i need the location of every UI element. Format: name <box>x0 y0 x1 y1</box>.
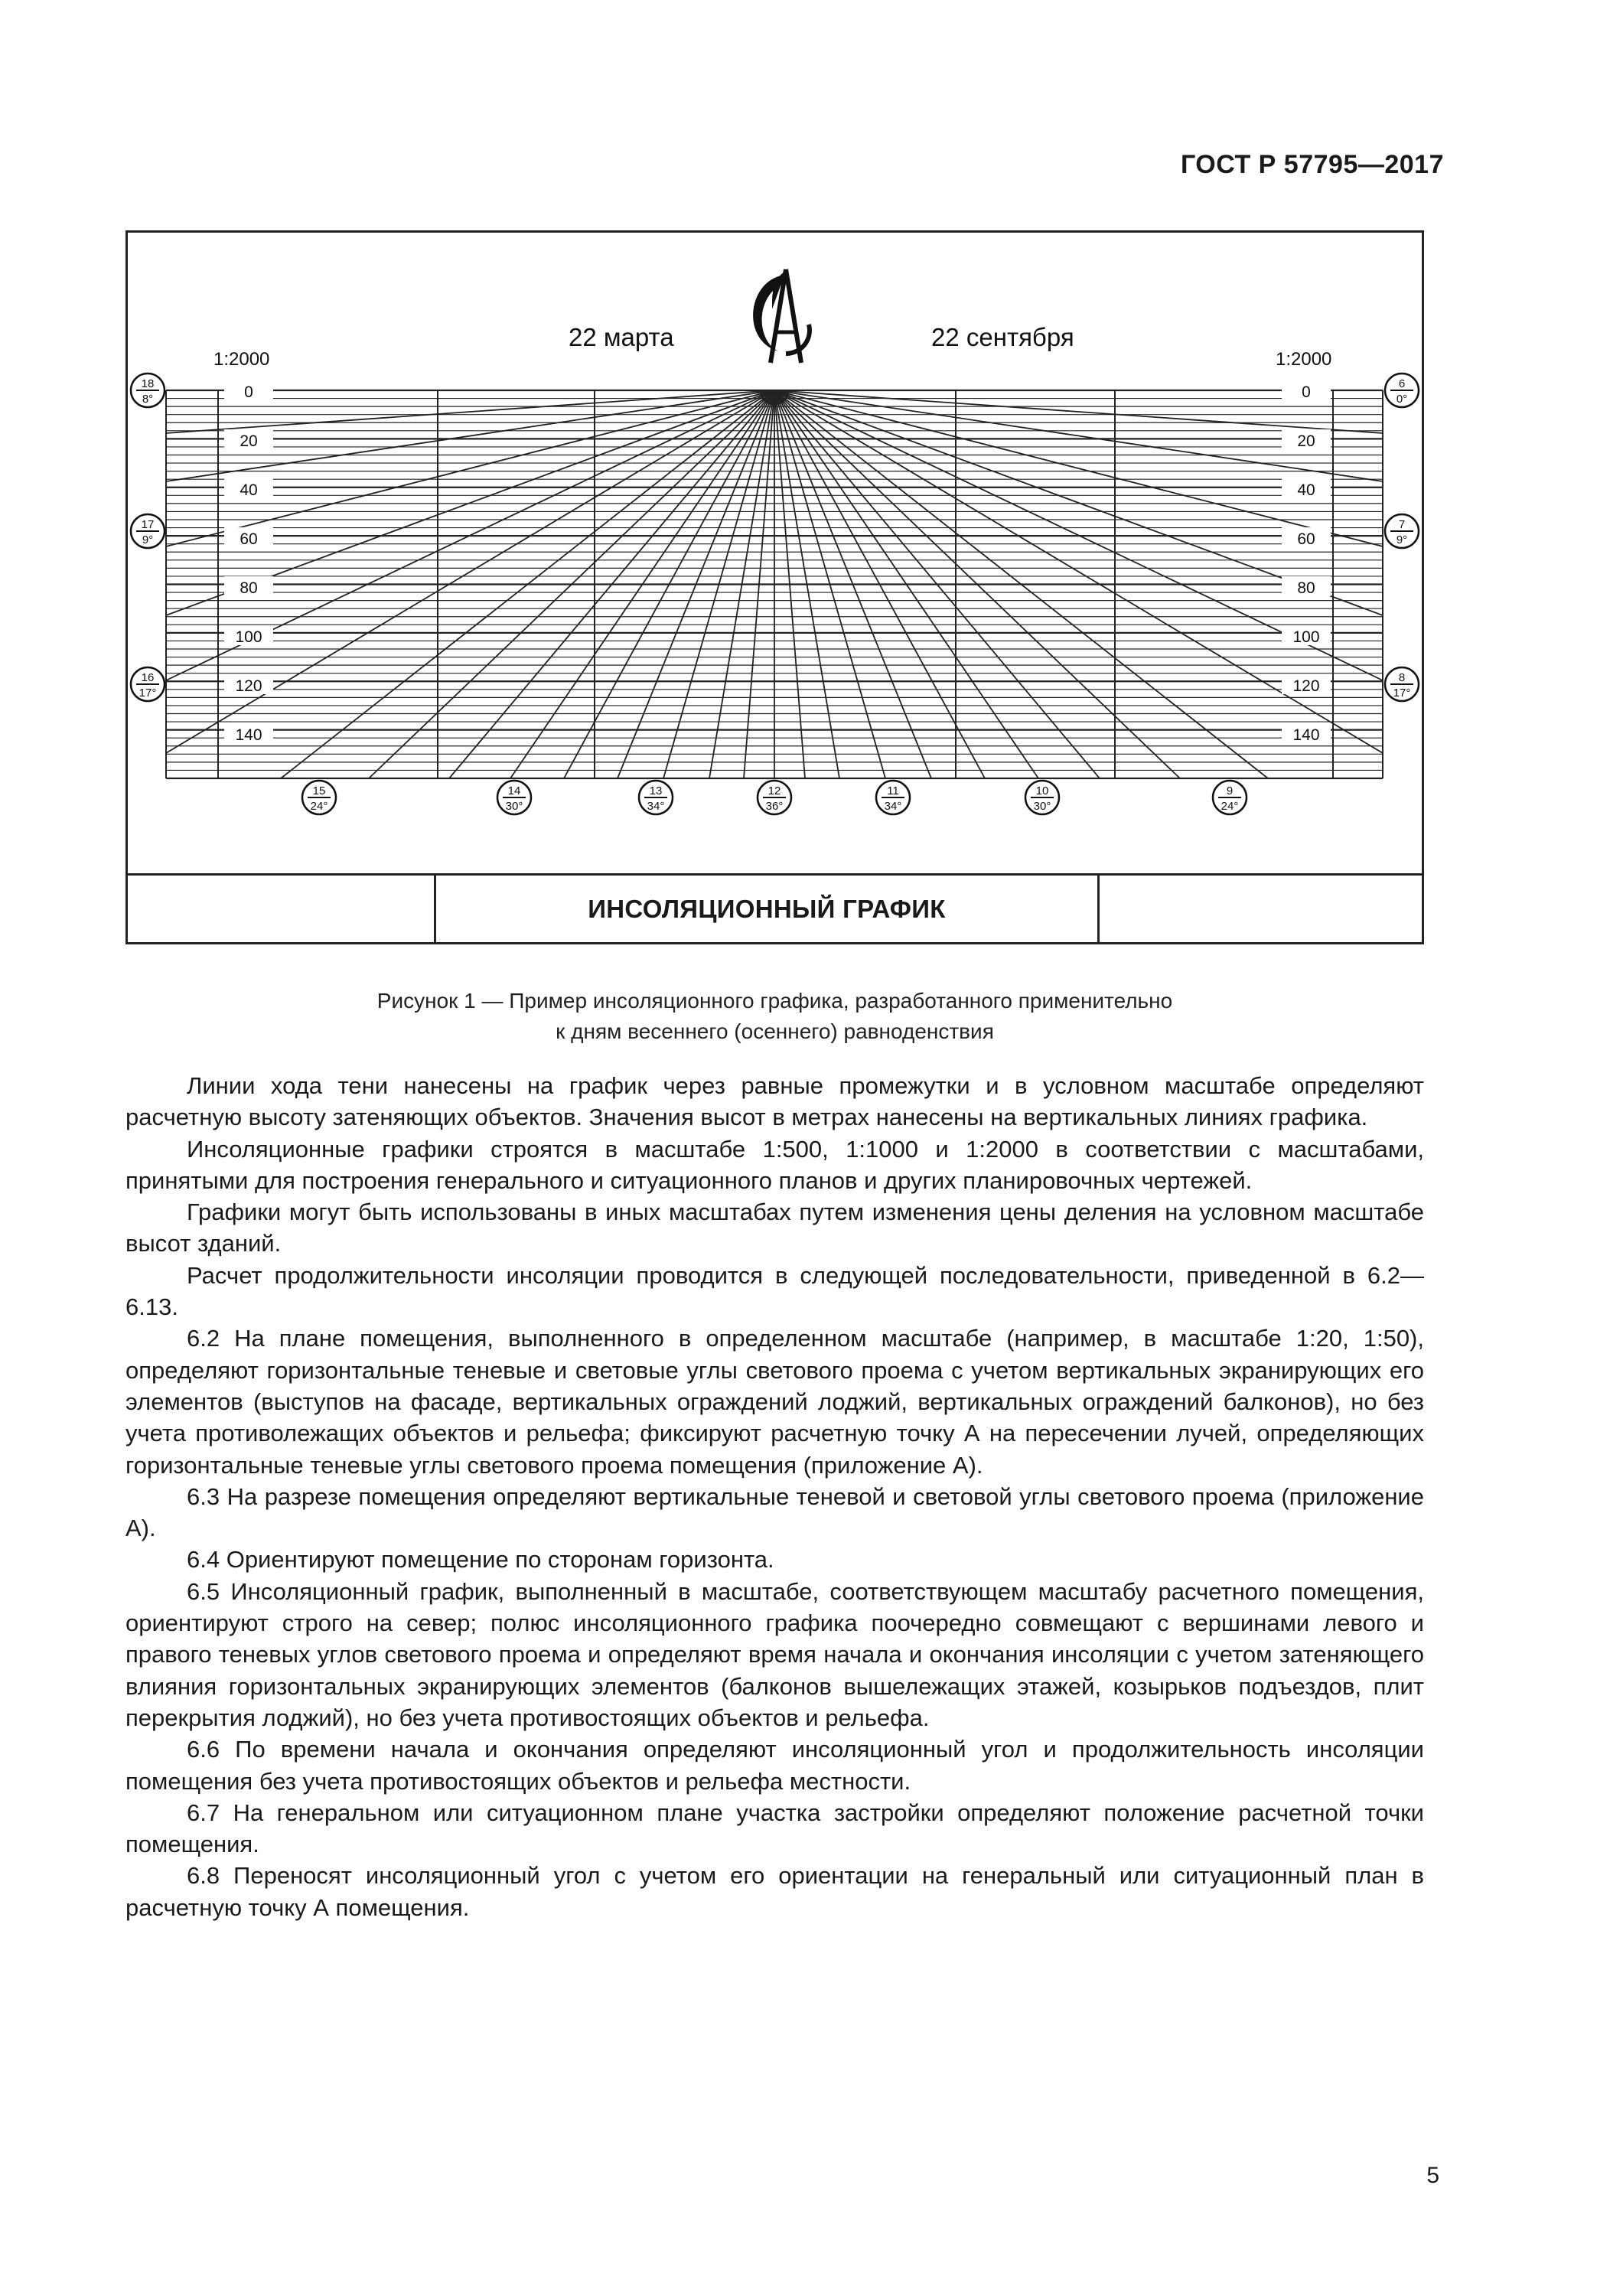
marker-angle: 9° <box>142 533 154 546</box>
height-tick-left: 140 <box>235 726 262 744</box>
height-tick-right: 80 <box>1297 579 1315 597</box>
body-text <box>125 1070 1424 1923</box>
date-label-september: 22 сентября <box>931 323 1074 351</box>
hour-marker-right <box>1385 373 1419 407</box>
marker-angle: 24° <box>310 800 328 813</box>
marker-angle: 8° <box>142 393 154 406</box>
chart-title: ИНСОЛЯЦИОННЫЙ ГРАФИК <box>436 876 1100 942</box>
height-tick-left: 0 <box>244 383 253 401</box>
marker-hour: 6 <box>1398 377 1406 390</box>
figure-caption <box>125 986 1424 1047</box>
paragraph: 6.6 По времени начала и окончания определяют инсоляционный угол и продолжительность инсоляции помещения без учета противостоящих объектов и рельефа местности. <box>125 1736 1424 1795</box>
marker-angle: 34° <box>647 800 665 813</box>
paragraph: 6.2 На плане помещения, выполненного в определенном масштабе (например, в масштабе 1:20, 1:50), определяют горизонтальные теневые и световые углы светового проема с учетом вертикальных экранирующих его элементов (выступов на фасаде, вертикальных ограждений лоджий, вертикальных ограждений балконов), но без учета противолежащих объектов и рельефа; фиксируют расчетную точку А на пересечении лучей, определяющих горизонтальные теневые углы светового проема помещения (приложение А). <box>125 1325 1424 1479</box>
hour-marker-bottom <box>497 781 531 814</box>
marker-angle: 17° <box>139 687 157 700</box>
hour-marker-bottom <box>639 781 673 814</box>
height-tick-right: 100 <box>1292 628 1320 646</box>
height-tick-left: 40 <box>240 481 258 499</box>
marker-angle: 30° <box>1033 800 1051 813</box>
marker-hour: 11 <box>887 784 899 797</box>
hour-marker-bottom <box>302 781 336 814</box>
marker-hour: 15 <box>312 784 326 797</box>
height-tick-right: 60 <box>1297 530 1315 548</box>
marker-hour: 10 <box>1035 784 1049 797</box>
marker-angle: 9° <box>1396 533 1408 546</box>
caption-line: к дням весеннего (осеннего) равноденствия <box>556 1019 994 1043</box>
paragraph: 6.8 Переносят инсоляционный угол с учетом его ориентации на генеральный или ситуационный план в расчетную точку А помещения. <box>125 1862 1424 1921</box>
hour-marker-right <box>1385 667 1419 701</box>
height-tick-right: 120 <box>1292 677 1320 695</box>
paragraph: Графики могут быть использованы в иных масштабах путем изменения цены деления на условном масштабе высот зданий. <box>125 1199 1424 1257</box>
hour-marker-left <box>131 514 165 548</box>
marker-angle: 36° <box>765 800 784 813</box>
paragraph: 6.5 Инсоляционный график, выполненный в масштабе, соответствующем масштабу расчетного помещения, ориентируют строго на север; полюс инсоляционного графика поочередно совмещают с вершинами левого и правого теневых углов светового проема и определяют время начала и окончания инсоляции с учетом затеняющего влияния горизонтальных экранирующих элементов (балконов вышележащих этажей, козырьков подъездов, плит перекрытия лоджий), но без учета противостоящих объектов и рельефа. <box>125 1577 1424 1731</box>
height-tick-left: 120 <box>235 677 262 695</box>
scale-label-right: 1:2000 <box>1276 349 1332 370</box>
marker-hour: 17 <box>141 518 155 531</box>
marker-hour: 16 <box>141 671 155 684</box>
height-tick-right: 0 <box>1302 383 1311 401</box>
paragraph: Расчет продолжительности инсоляции проводится в следующей последовательности, приведенной в 6.2—6.13. <box>125 1261 1424 1321</box>
hour-marker-bottom <box>876 781 910 814</box>
height-tick-left: 80 <box>240 579 258 597</box>
marker-angle: 34° <box>884 800 902 813</box>
height-tick-right: 20 <box>1297 432 1315 450</box>
title-cell-right <box>1100 876 1422 942</box>
north-emblem-icon <box>753 269 810 363</box>
marker-angle: 17° <box>1393 687 1411 700</box>
marker-hour: 13 <box>649 784 663 797</box>
hour-marker-left <box>131 373 165 407</box>
title-cell-left <box>128 876 436 942</box>
paragraph: Инсоляционные графики строятся в масштабе 1:500, 1:1000 и 1:2000 в соответствии с масштабами, принятыми для построения генерального и ситуационного планов и других планировочных чертежей. <box>125 1135 1424 1194</box>
hour-marker-bottom <box>758 781 791 814</box>
hour-marker-left <box>131 667 165 701</box>
hour-marker-right <box>1385 514 1419 548</box>
marker-hour: 8 <box>1398 671 1406 684</box>
hour-marker-bottom <box>1213 781 1247 814</box>
marker-angle: 30° <box>505 800 523 813</box>
marker-hour: 14 <box>507 784 521 797</box>
scale-label-left: 1:2000 <box>213 349 270 370</box>
height-tick-left: 100 <box>235 628 262 646</box>
title-block <box>128 873 1422 942</box>
height-tick-right: 140 <box>1292 726 1320 744</box>
marker-angle: 0° <box>1396 393 1408 406</box>
hour-marker-bottom <box>1025 781 1059 814</box>
height-tick-left: 60 <box>240 530 258 548</box>
height-tick-right: 40 <box>1297 481 1315 499</box>
page-number: 5 <box>1426 2163 1439 2188</box>
marker-hour: 7 <box>1398 518 1406 531</box>
marker-hour: 12 <box>768 784 781 797</box>
insolation-chart-figure <box>125 230 1424 944</box>
paragraph: 6.4 Ориентируют помещение по сторонам горизонта. <box>187 1546 774 1574</box>
paragraph: Линии хода тени нанесены на график через равные промежутки и в условном масштабе определяют расчетную высоту затеняющих объектов. Значения высот в метрах нанесены на вертикальных линиях графика. <box>125 1072 1424 1131</box>
height-tick-left: 20 <box>240 432 258 450</box>
date-label-march: 22 марта <box>569 323 674 351</box>
marker-hour: 9 <box>1226 784 1234 797</box>
document-code-header: ГОСТ Р 57795—2017 <box>1180 150 1444 179</box>
marker-hour: 18 <box>141 377 155 390</box>
paragraph: 6.3 На разрезе помещения определяют вертикальные теневой и световой углы светового проема (приложение А). <box>125 1482 1424 1542</box>
paragraph: 6.7 На генеральном или ситуационном плане участка застройки определяют положение расчетной точки помещения. <box>125 1799 1424 1858</box>
caption-line: Рисунок 1 — Пример инсоляционного графика, разработанного применительно <box>376 989 1173 1013</box>
marker-angle: 24° <box>1221 800 1239 813</box>
insolation-chart <box>128 233 1422 876</box>
